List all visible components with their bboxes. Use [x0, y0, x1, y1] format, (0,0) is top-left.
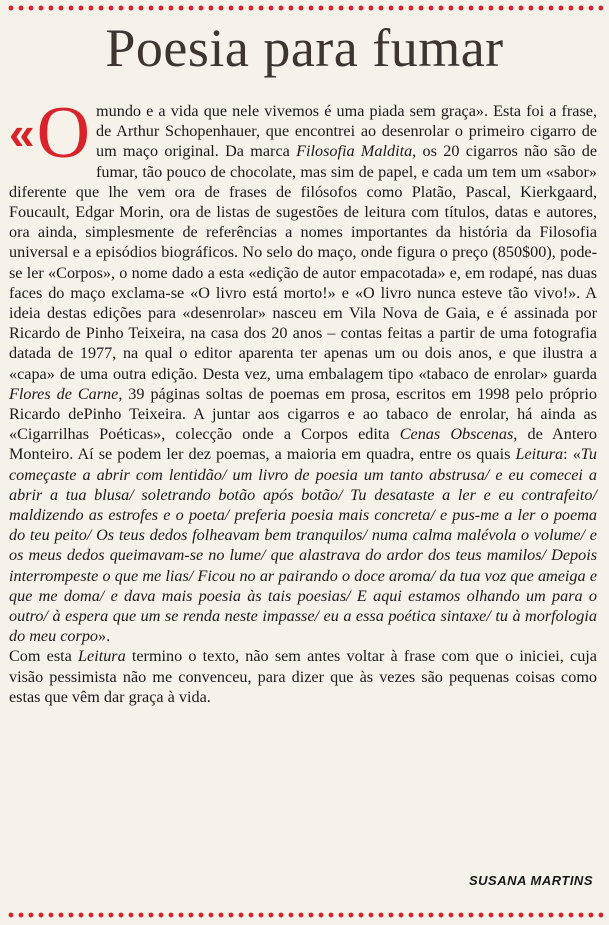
author-signature: SUSANA MARTINS	[468, 873, 593, 888]
book-title-cenas: Cenas Obscenas	[399, 425, 514, 444]
article-body	[9, 92, 598, 707]
text-run: termino o texto, não sem antes voltar à frase com que o iniciei, cuja visão pessimista não me convenceu, para dizer que às vezes são pequenas coisas como estas que vêm dar graça à vida.	[9, 647, 597, 706]
text-run: : «	[563, 445, 581, 464]
top-dotted-border	[6, 5, 603, 11]
paragraph-2	[9, 646, 597, 707]
drop-cap	[9, 92, 91, 174]
text-run: , de Antero Monteiro. Aí se podem ler dez poemas, a maioria em quadra, entre os quais	[9, 425, 597, 464]
text-run: ».	[98, 627, 111, 646]
text-run: , 39 páginas soltas de poemas em prosa, escritos em 1998 pelo próprio Ricardo dePinho Teixeira. A juntar aos cigarros e ao tabaco de enrolar, há ainda as «Cigarrilhas Poéticas», colecção onde a Corpos edita	[9, 384, 597, 444]
text-run: Com esta	[9, 647, 79, 666]
text-run: mundo e a vida que nele vivemos é uma piada sem graça». Esta foi a frase, de Arthur Schopenhauer, que encontrei ao desenrolar o primeiro cigarro de um maço original. Da marca	[96, 102, 597, 161]
poem-text: Tu começaste a abrir com lentidão/ um livro de poesia um tanto abstrusa/ e eu comecei a abrir a tua blusa/ soletrando botão após botão/ Tu desataste a ler e eu contrafeito/ maldizendo as estrofes e o poeta/ preferia poesia mais concreta/ e pus-me a ler o poema do teu peito/ Os teus dedos folheavam bem tranquilos/ numa calma malévola o volume/ e os meus dedos queimavam-se no lume/ que alastrava do ardor dos teus mamilos/ Depois interrompeste o que me lias/ Ficou no ar pairando o doce aroma/ da tua voz que ameiga e que me doma/ e dava mais poesia às tais poesias/ E aqui estamos olhando um para o outro/ à espera que um se renda neste impasse/ eu a essa poética sintaxe/ tu à morfologia do meu corpo	[9, 445, 597, 646]
bottom-dotted-border	[6, 912, 603, 918]
drop-cap-letter: O	[36, 92, 91, 174]
poem-title: Leitura	[78, 647, 126, 666]
book-title-flores: Flores de Carne	[9, 384, 119, 403]
paragraph-1	[9, 92, 598, 646]
drop-cap-quote: «	[9, 107, 35, 159]
text-run: , os 20 cigarros não são de fumar, tão pouco de chocolate, mas sim de papel, e cada um tem um «sabor» diferente que lhe vem ora de frases de filósofos como Platão, Pascal, Kierkgaard, Foucault, Edgar Morin, ora de listas de sugestões de leitura com títulos, datas e autores, ora ainda, simplesmente de referências a nomes importantes da história da Filosofia universal e a episódios biográficos. No selo do maço, onde figura o preço (850$00), pode-se ler «Corpos», o nome dado a esta «edição de autor empacotada» e, em rodapé, nas duas faces do maço exclama-se «O livro está morto!» e «O livro nunca esteve tão vivo!». A ideia destas edições para «desenrolar» nasceu em Vila Nova de Gaia, e é assinada por Ricardo de Pinho Teixeira, na casa dos 20 anos – contas feitas a partir de uma fotografia datada de 1977, na qual o editor aparenta ter apenas um ou dois anos, e que ilustra a «capa» de uma outra edição. Desta vez, uma embalagem tipo «tabaco de enrolar» guarda	[9, 142, 598, 383]
brand-name: Filosofia Maldita	[296, 142, 413, 161]
article-title: Poesia para fumar	[105, 18, 504, 78]
poem-title: Leitura	[515, 445, 564, 464]
